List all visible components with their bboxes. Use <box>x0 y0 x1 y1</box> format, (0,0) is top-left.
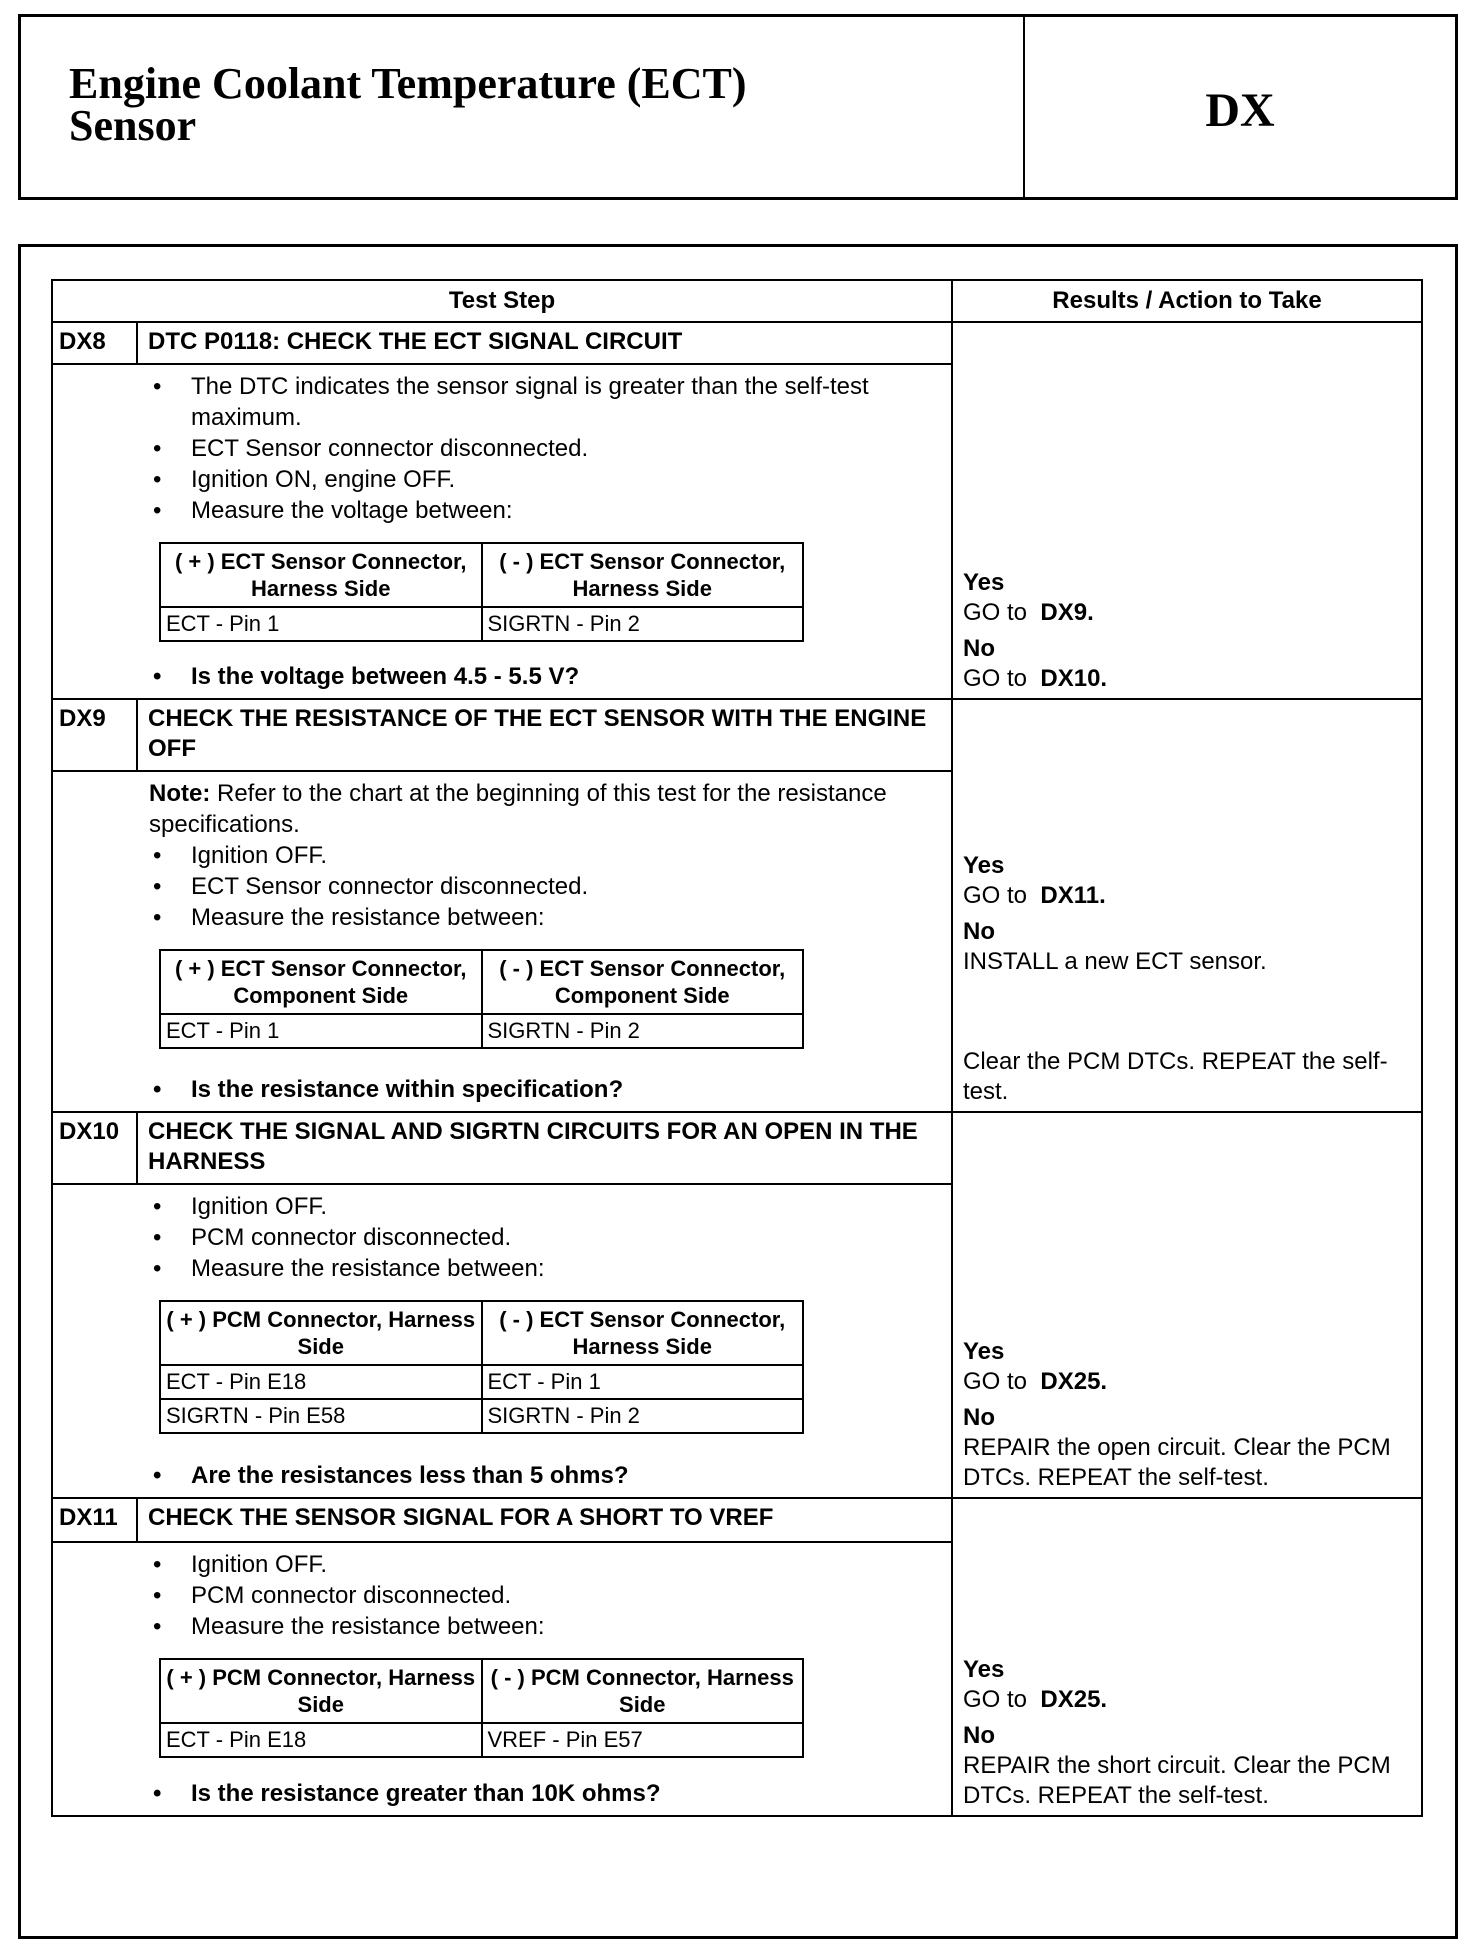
measurement-table <box>159 1300 804 1434</box>
bullet-item: • Measure the resistance between: <box>53 1253 941 1284</box>
step-id: DX9 <box>53 700 138 770</box>
action-text: GO to <box>963 1686 1028 1713</box>
measurement-cell: ECT - Pin E18 <box>160 1365 482 1399</box>
measurement-cell: SIGRTN - Pin E58 <box>160 1399 482 1433</box>
bullet-item: • Measure the voltage between: <box>53 495 941 526</box>
step-id: DX11 <box>53 1499 138 1541</box>
yes-label: Yes <box>963 852 1005 879</box>
page-title <box>69 59 1009 150</box>
step-body <box>53 772 951 1111</box>
title-line: Engine Coolant Temperature (ECT) <box>69 59 747 108</box>
step-title: CHECK THE RESISTANCE OF THE ECT SENSOR WITH THE ENGINE OFF <box>148 705 927 762</box>
step-body <box>53 1543 951 1815</box>
bullet-item: • ECT Sensor connector disconnected. <box>53 871 941 902</box>
measurement-header: ( - ) PCM Connector, Harness Side <box>482 1659 804 1723</box>
steps-container <box>53 323 1421 1815</box>
measurement-row <box>160 1399 803 1433</box>
measurement-header: ( + ) PCM Connector, Harness Side <box>160 1659 482 1723</box>
measurement-table <box>159 949 804 1049</box>
measurement-cell: ECT - Pin 1 <box>160 607 482 641</box>
question: • Is the resistance within specification? <box>53 1062 941 1105</box>
action-text: GO to <box>963 665 1028 692</box>
main-box <box>18 244 1458 1939</box>
title-line: Sensor <box>69 101 197 150</box>
no-action <box>963 1751 1411 1811</box>
measurement-header: ( - ) ECT Sensor Connector, Harness Side <box>482 1301 804 1365</box>
target-step: DX11. <box>1040 882 1106 909</box>
test-step-dx8 <box>53 323 1421 700</box>
step-id: DX10 <box>53 1113 138 1183</box>
measurement-row <box>160 1723 803 1757</box>
action-text: INSTALL a new ECT sensor. <box>963 948 1267 975</box>
bullet-item: • Measure the resistance between: <box>53 1611 941 1642</box>
question: • Is the voltage between 4.5 - 5.5 V? <box>53 649 941 692</box>
no-action <box>963 947 1411 977</box>
bullet-item: • PCM connector disconnected. <box>53 1580 941 1611</box>
measurement-header: ( + ) ECT Sensor Connector, Harness Side <box>160 543 482 607</box>
col-results: Results / Action to Take <box>1052 287 1322 314</box>
step-title: CHECK THE SENSOR SIGNAL FOR A SHORT TO VREF <box>148 1504 774 1531</box>
measurement-row <box>160 1365 803 1399</box>
bullet-item: • Ignition ON, engine OFF. <box>53 464 941 495</box>
step-body <box>53 365 951 698</box>
action-text: GO to <box>963 1368 1028 1395</box>
bullet-item: • Ignition OFF. <box>53 840 941 871</box>
measurement-cell: ECT - Pin E18 <box>160 1723 482 1757</box>
action-text: REPAIR the open circuit. Clear the PCM DTCs. REPEAT the self-test. <box>963 1434 1391 1491</box>
question: • Are the resistances less than 5 ohms? <box>53 1448 941 1491</box>
measurement-cell: SIGRTN - Pin 2 <box>482 1399 804 1433</box>
measurement-cell: ECT - Pin 1 <box>160 1014 482 1048</box>
measurement-table <box>159 542 804 642</box>
results-cell <box>953 700 1421 1111</box>
measurement-cell: SIGRTN - Pin 2 <box>482 607 804 641</box>
bullet-item: • ECT Sensor connector disconnected. <box>53 433 941 464</box>
question: • Is the resistance greater than 10K ohms? <box>53 1766 941 1809</box>
action-text: GO to <box>963 882 1028 909</box>
section-code: DX <box>1205 84 1275 137</box>
measurement-cell: SIGRTN - Pin 2 <box>482 1014 804 1048</box>
measurement-row <box>160 607 803 641</box>
no-action <box>963 664 1411 694</box>
yes-label: Yes <box>963 1656 1005 1683</box>
step-title: CHECK THE SIGNAL AND SIGRTN CIRCUITS FOR AN OPEN IN THE HARNESS <box>148 1118 918 1175</box>
measurement-cell: VREF - Pin E57 <box>482 1723 804 1757</box>
target-step: DX25. <box>1040 1686 1108 1713</box>
note-label: Note: <box>149 780 211 807</box>
test-table <box>51 279 1423 1817</box>
step-body <box>53 1185 951 1497</box>
yes-action <box>963 1685 1411 1715</box>
measurement-header: ( + ) ECT Sensor Connector, Component Side <box>160 950 482 1014</box>
yes-label: Yes <box>963 569 1005 596</box>
measurement-row <box>160 1014 803 1048</box>
note <box>53 778 941 840</box>
no-label: No <box>963 918 995 945</box>
yes-action <box>963 1367 1411 1397</box>
step-id: DX8 <box>53 323 138 363</box>
target-step: DX9. <box>1040 599 1094 626</box>
no-label: No <box>963 1404 995 1431</box>
yes-label: Yes <box>963 1338 1005 1365</box>
measurement-table <box>159 1658 804 1758</box>
action-text: GO to <box>963 599 1028 626</box>
no-label: No <box>963 1722 995 1749</box>
test-step-dx10 <box>53 1113 1421 1499</box>
results-cell <box>953 1113 1421 1497</box>
bullet-item: • Measure the resistance between: <box>53 902 941 933</box>
note-text: Refer to the chart at the beginning of this test for the resistance specifications. <box>149 780 887 838</box>
test-step-dx9 <box>53 700 1421 1113</box>
extra-action: Clear the PCM DTCs. REPEAT the self-test. <box>963 1048 1388 1105</box>
yes-action <box>963 881 1411 911</box>
col-test-step: Test Step <box>53 281 953 321</box>
bullet-item: • Ignition OFF. <box>53 1191 941 1222</box>
measurement-cell: ECT - Pin 1 <box>482 1365 804 1399</box>
results-cell <box>953 323 1421 698</box>
measurement-header: ( + ) PCM Connector, Harness Side <box>160 1301 482 1365</box>
step-title: DTC P0118: CHECK THE ECT SIGNAL CIRCUIT <box>148 328 683 355</box>
action-text: REPAIR the short circuit. Clear the PCM DTCs. REPEAT the self-test. <box>963 1752 1391 1809</box>
bullet-item: • PCM connector disconnected. <box>53 1222 941 1253</box>
target-step: DX10. <box>1040 665 1108 692</box>
results-cell <box>953 1499 1421 1815</box>
table-header <box>53 281 1421 323</box>
measurement-header: ( - ) ECT Sensor Connector, Component Side <box>482 950 804 1014</box>
no-action <box>963 1433 1411 1493</box>
test-step-dx11 <box>53 1499 1421 1815</box>
no-label: No <box>963 635 995 662</box>
measurement-header: ( - ) ECT Sensor Connector, Harness Side <box>482 543 804 607</box>
bullet-item: • The DTC indicates the sensor signal is greater than the self-test maximum. <box>53 371 941 433</box>
target-step: DX25. <box>1040 1368 1108 1395</box>
title-block <box>18 14 1458 200</box>
yes-action <box>963 598 1411 628</box>
bullet-item: • Ignition OFF. <box>53 1549 941 1580</box>
